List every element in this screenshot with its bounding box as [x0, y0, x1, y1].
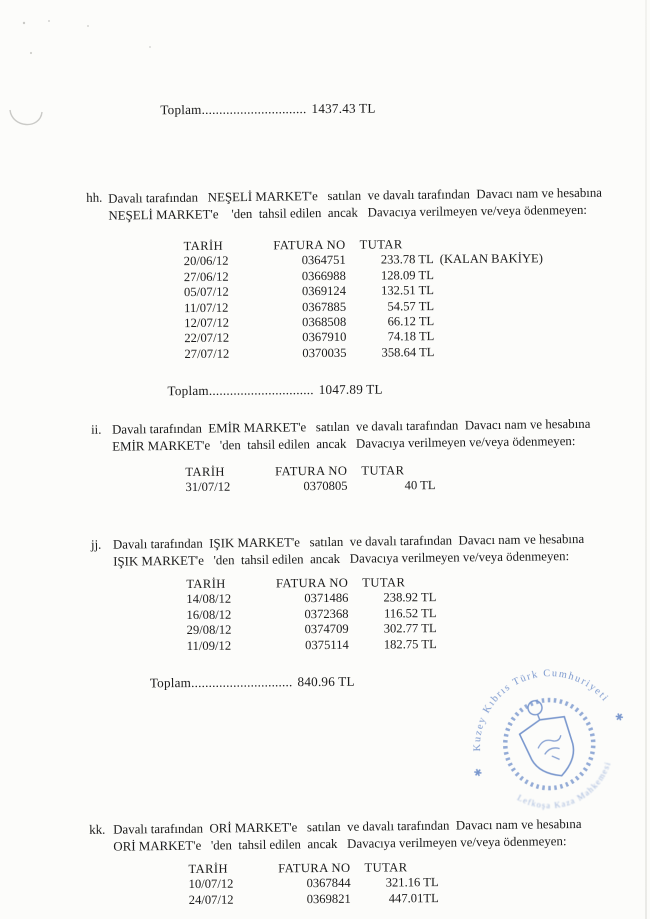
paragraph-line: Davalı tarafından NEŞELİ MARKET'e satılan ve davalı tarafından Davacı nam ve hesabına [108, 185, 603, 206]
cell-amount: 182.75 TL [383, 636, 437, 652]
section-label-kk: kk. [89, 822, 106, 837]
invoice-table-hh [184, 236, 544, 362]
invoice-table-kk [188, 860, 452, 908]
table-row [184, 344, 543, 362]
paragraph-line: NEŞELİ MARKET'e 'den tahsil edilen ancak Davacıya verilmeyen ve/veya ödenmeyen: [108, 202, 588, 223]
cell-amount: 74.18 TL [387, 329, 435, 344]
section-paragraph-hh [108, 185, 603, 224]
cell-date: 24/07/12 [188, 892, 234, 907]
paragraph-line: IŞIK MARKET'e 'den tahsil edilen ancak Davacıya verilmeyen ve/veya ödenmeyen: [113, 548, 570, 569]
cell-date: 14/08/12 [186, 592, 232, 607]
table-row [184, 252, 543, 270]
cell-invoice: 0372368 [304, 606, 349, 621]
cell-invoice: 0364751 [301, 253, 346, 268]
cell-note: (KALAN BAKİYE) [439, 251, 543, 267]
header-date: TARİH [185, 464, 225, 480]
table-row [185, 478, 449, 495]
header-date: TARİH [186, 576, 226, 592]
section-paragraph-jj [113, 531, 593, 570]
paragraph-line: ORİ MARKET'e 'den tahsil edilen ancak Davacıya verilmeyen ve/veya ödenmeyen: [113, 833, 567, 854]
cell-invoice: 0375114 [305, 637, 349, 652]
paragraph-line: EMİR MARKET'e 'den tahsil edilen ancak Davacıya verilmeyen ve/veya ödenmeyen: [112, 433, 576, 454]
cell-amount: 447.01TL [388, 890, 439, 906]
stamp-side-mark-left: ✱ [472, 766, 485, 781]
cell-invoice: 0366988 [301, 268, 346, 283]
table-row [189, 891, 453, 908]
section-paragraph-ii [112, 416, 592, 455]
cell-amount: 132.51 TL [380, 283, 435, 298]
cell-amount: 238.92 TL [383, 590, 437, 605]
header-amount: TUTAR [364, 860, 408, 875]
stamp-shield [517, 711, 584, 784]
total-label-dots: Toplam.............................. [167, 382, 314, 399]
cell-amount: 302.77 TL [383, 621, 437, 636]
cell-amount: 358.64 TL [381, 344, 435, 360]
header-amount: TUTAR [362, 575, 406, 590]
stamp-side-mark-right: ✱ [613, 711, 626, 725]
cell-date: 20/06/12 [183, 254, 229, 269]
cell-date: 27/06/12 [183, 269, 229, 284]
paragraph-line: Davalı tarafından IŞIK MARKET'e satılan ve davalı tarafından Davacı nam ve hesabına [112, 531, 585, 552]
section-total-hh [147, 366, 383, 416]
cell-invoice: 0369821 [306, 891, 351, 906]
cell-amount: 128.09 TL [380, 267, 434, 283]
header-amount: TUTAR [361, 463, 405, 478]
cell-invoice: 0370805 [303, 479, 348, 494]
section-paragraph-kk [113, 816, 593, 855]
cell-amount: 233.78 TL [380, 252, 434, 267]
header-invoice-no: FATURA NO [275, 463, 348, 479]
header-invoice-no: FATURA NO [278, 860, 351, 876]
cell-date: 12/07/12 [184, 315, 230, 331]
cell-invoice: 0371486 [304, 591, 349, 606]
cell-amount: 54.57 TL [387, 298, 435, 314]
cell-invoice: 0368508 [302, 314, 347, 330]
invoice-table-jj [186, 575, 451, 654]
cell-invoice: 0367910 [302, 330, 347, 345]
header-amount: TUTAR [359, 237, 403, 252]
section-total-jj [129, 658, 355, 708]
cell-date: 16/08/12 [186, 607, 232, 622]
total-label-dots: Toplam............................. [149, 674, 293, 691]
header-invoice-no: FATURA NO [275, 575, 349, 591]
header-date: TARİH [183, 238, 224, 254]
cell-date: 11/09/12 [186, 638, 232, 653]
cell-invoice: 0369124 [301, 284, 347, 299]
stamp-top-text: Kuzey Kıbrıs Türk Cumhuriyeti [472, 668, 611, 752]
cell-date: 29/08/12 [186, 622, 232, 638]
paragraph-line: Davalı tarafından EMİR MARKET'e satılan ve davalı tarafından Davacı nam ve hesabına [111, 416, 591, 437]
official-stamp [458, 652, 639, 833]
total-amount: 1047.89 TL [318, 381, 383, 398]
previous-page-total-line [139, 85, 375, 135]
cell-amount: 116.52 TL [383, 605, 437, 621]
cell-date: 11/07/12 [184, 300, 229, 315]
cell-date: 31/07/12 [185, 480, 231, 495]
invoice-table-ii [185, 463, 449, 496]
total-amount: 1437.43 TL [311, 100, 376, 117]
table-row [187, 637, 451, 654]
cell-invoice: 0374709 [304, 622, 349, 637]
cell-amount: 66.12 TL [387, 314, 435, 329]
section-label-hh: hh. [86, 190, 103, 205]
cell-amount: 321.16 TL [385, 875, 439, 890]
header-invoice-no: FATURA NO [273, 237, 346, 253]
cell-invoice: 0367885 [301, 299, 347, 314]
cell-invoice: 0370035 [302, 345, 347, 360]
stamp-crest-orb [526, 699, 544, 717]
stamp-bottom-text: Lefkoşa Kaza Mahkemesi [515, 759, 613, 811]
section-label-jj: jj. [90, 537, 102, 552]
header-date: TARİH [188, 861, 229, 877]
cell-date: 22/07/12 [184, 331, 230, 346]
cell-date: 10/07/12 [188, 877, 234, 892]
cell-date: 27/07/12 [184, 346, 230, 361]
cell-amount: 40 TL [404, 478, 436, 493]
section-label-ii: ii. [91, 422, 102, 437]
cell-invoice: 0367844 [306, 876, 351, 891]
cell-date: 05/07/12 [183, 284, 229, 300]
paragraph-line: Davalı tarafından ORİ MARKET'e satılan ve davalı tarafından Davacı nam ve hesabına [113, 816, 582, 837]
total-amount: 840.96 TL [297, 673, 355, 690]
svg-text:Kuzey Kıbrıs Türk Cumhuriyeti [458, 652, 612, 756]
total-label-dots: Toplam.............................. [160, 101, 307, 118]
stamp-dove [536, 735, 568, 766]
